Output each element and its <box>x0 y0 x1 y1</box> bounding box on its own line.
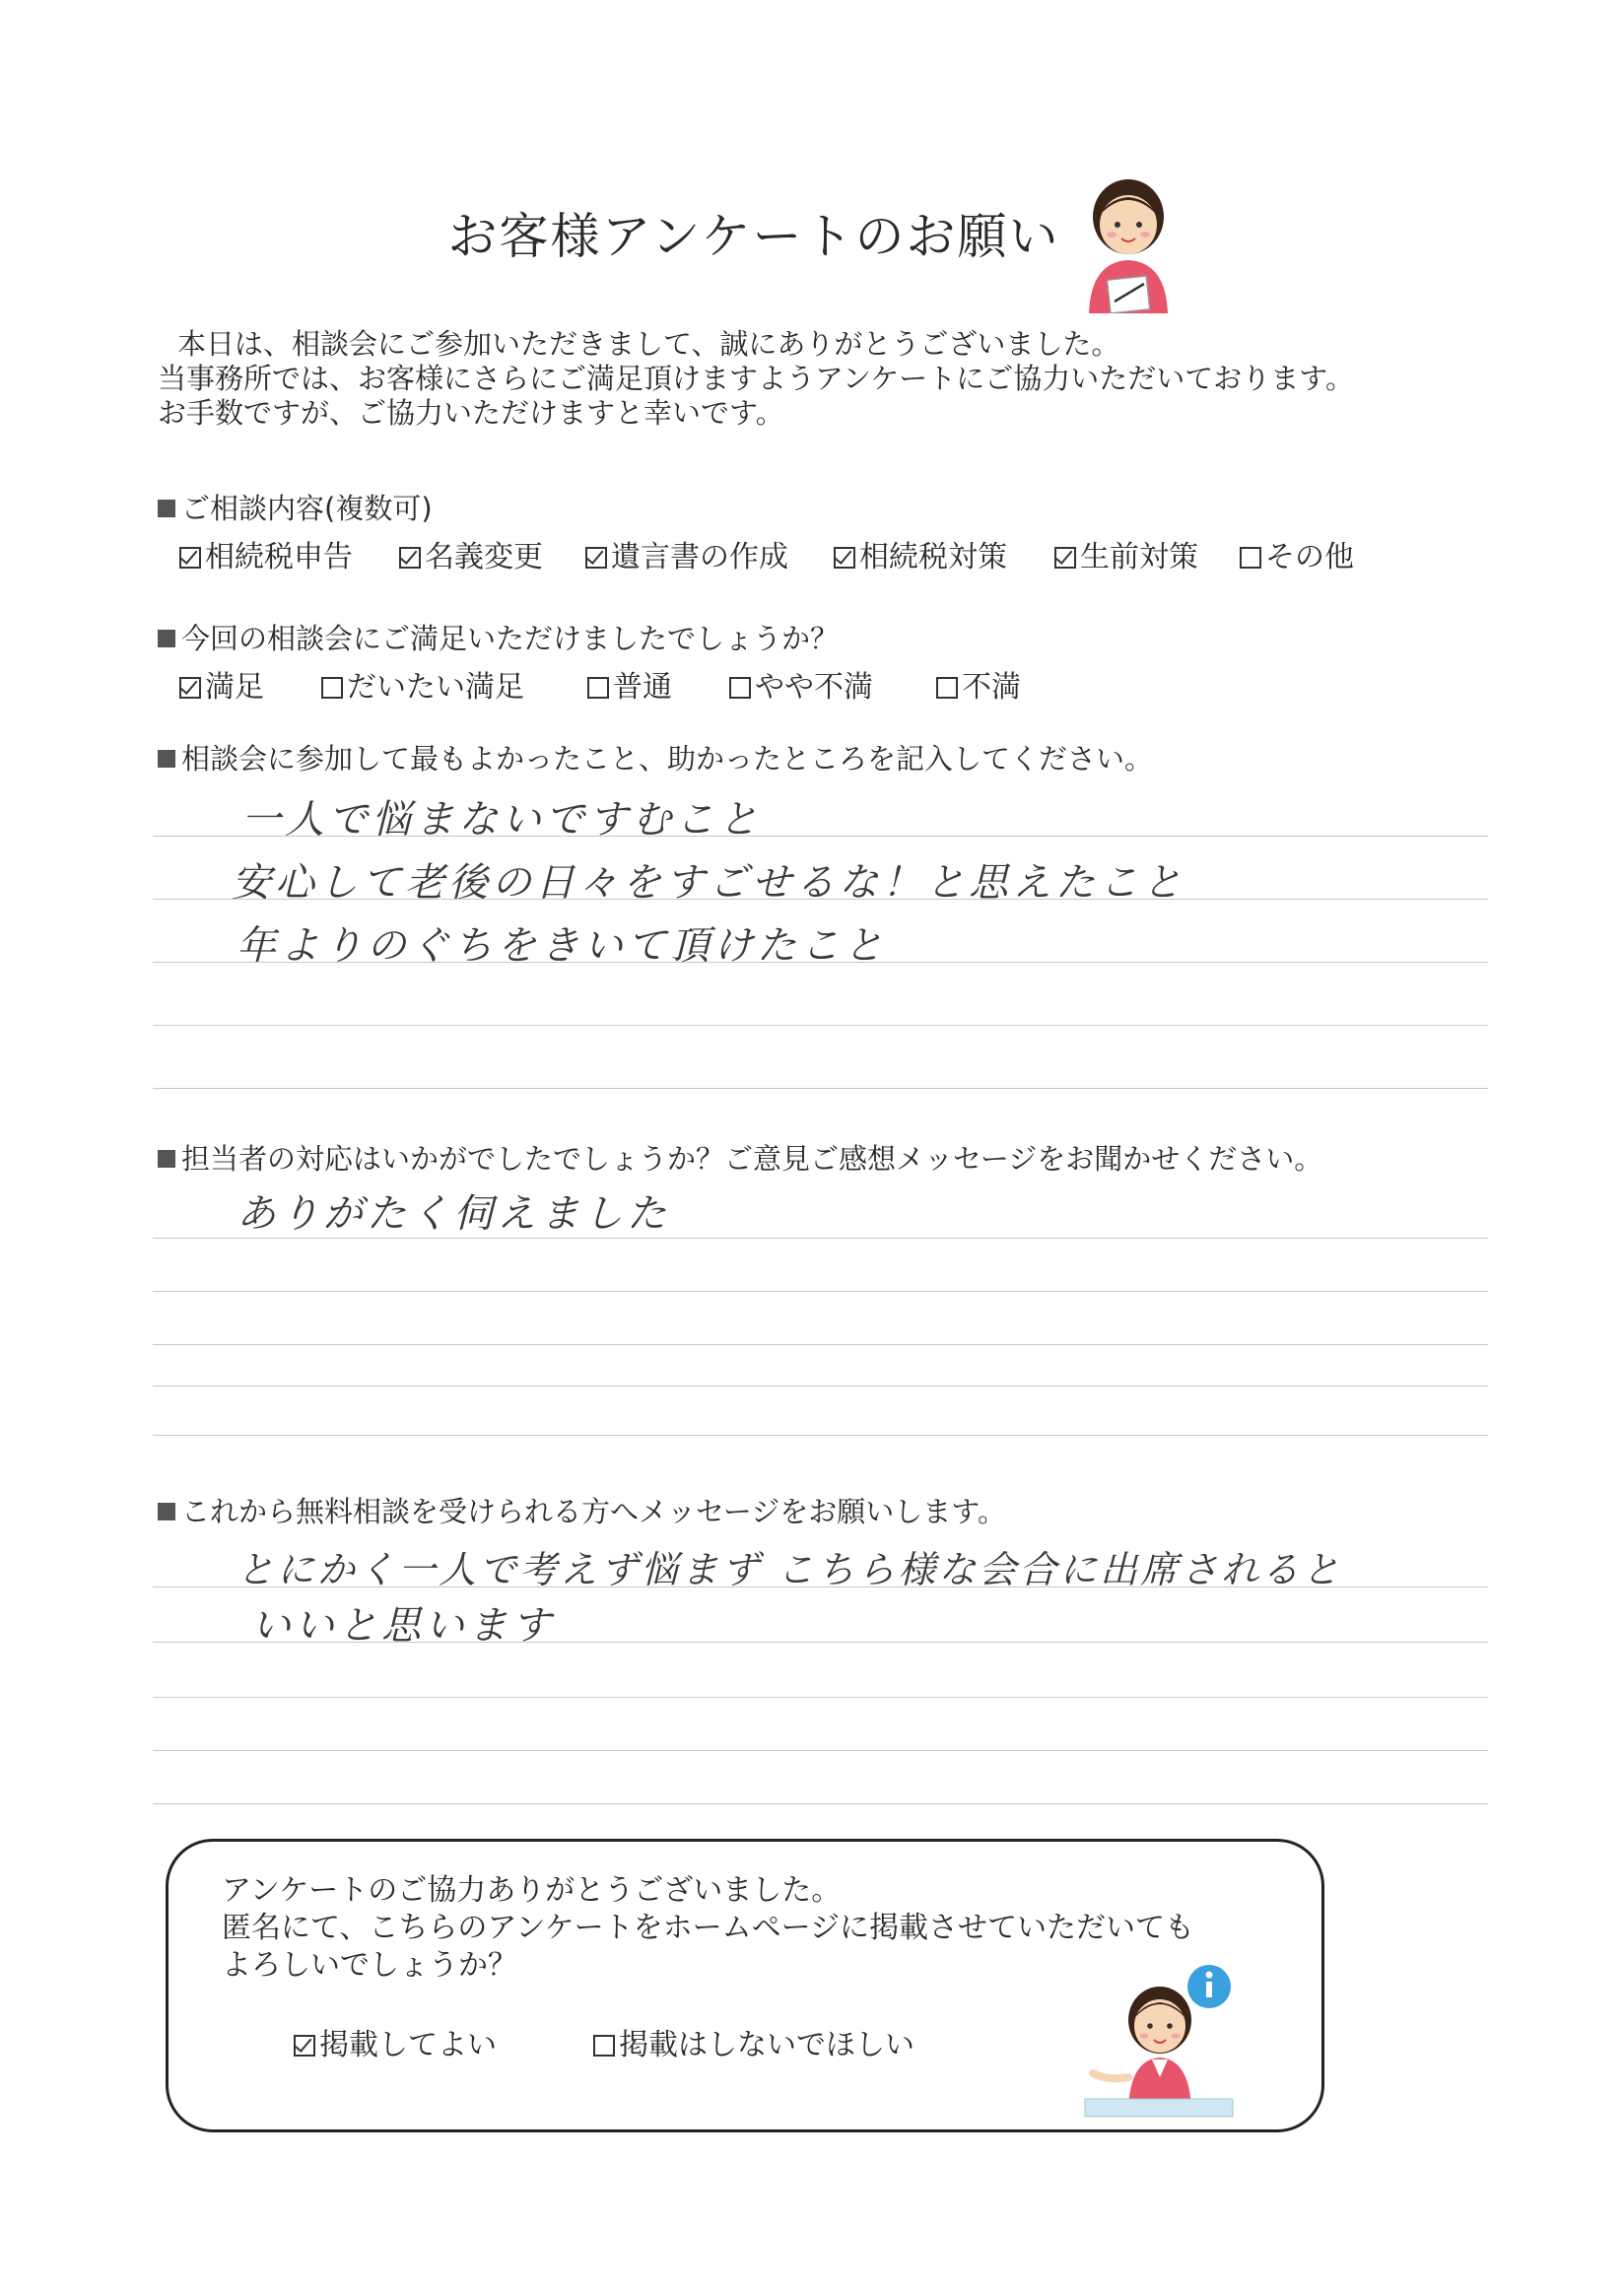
page-title: お客様アンケートのお願い <box>447 208 1060 265</box>
option-will-drafting[interactable]: 遺言書の作成 <box>585 532 788 575</box>
square-bullet-icon <box>158 500 175 517</box>
square-bullet-icon <box>158 750 175 768</box>
question-consultation-content <box>158 487 433 527</box>
handwritten-answer: いいと思います <box>251 1603 555 1649</box>
consent-text <box>222 1872 1194 1985</box>
option-neutral[interactable]: 普通 <box>587 662 672 706</box>
checkbox-icon[interactable] <box>936 677 958 699</box>
checkbox-checked-icon[interactable] <box>834 547 855 569</box>
checkbox-icon[interactable] <box>321 677 343 699</box>
answer-line <box>153 1803 1488 1804</box>
question-label: 相談会に参加して最もよかったこと、助かったところを記入してください。 <box>181 742 1154 776</box>
handwritten-answer: 安心して老後の日々をすごせるな！と思えたこと <box>232 860 1185 906</box>
option-deny-publication[interactable]: 掲載はしないでほしい <box>593 2020 914 2063</box>
square-bullet-icon <box>158 1503 175 1520</box>
answer-line <box>153 1697 1488 1698</box>
answer-line <box>153 1291 1488 1292</box>
checkbox-checked-icon[interactable] <box>1054 547 1076 569</box>
woman-clipboard-illustration <box>1079 175 1178 313</box>
answer-line <box>153 1435 1488 1436</box>
checkbox-checked-icon[interactable] <box>399 547 421 569</box>
checkbox-icon[interactable] <box>729 677 751 699</box>
checkbox-icon[interactable] <box>593 2035 615 2057</box>
option-other[interactable]: その他 <box>1240 532 1354 575</box>
consent-line: よろしいでしょうか？ <box>222 1948 517 1983</box>
option-allow-publication[interactable]: 掲載してよい <box>294 2020 497 2063</box>
question-message-to-others <box>158 1490 1006 1530</box>
answer-line <box>153 1344 1488 1345</box>
question-label: これから無料相談を受けられる方へメッセージをお願いします。 <box>181 1495 1006 1528</box>
option-mostly-satisfied[interactable]: だいたい満足 <box>321 662 524 706</box>
answer-line <box>153 1385 1488 1386</box>
question-label: 今回の相談会にご満足いただけましたでしょうか？ <box>181 622 840 655</box>
info-desk-woman-illustration <box>1079 1961 1247 2121</box>
intro-line: お手数ですが、ご協力いただけますと幸いです。 <box>158 396 784 430</box>
q1-options <box>0 532 1624 572</box>
checkbox-checked-icon[interactable] <box>585 547 607 569</box>
intro-line: 当事務所では、お客様にさらにご満足頂けますようアンケートにご協力いただいております。 <box>158 362 1354 395</box>
option-title-transfer[interactable]: 名義変更 <box>399 532 543 575</box>
answer-line <box>153 1025 1488 1026</box>
square-bullet-icon <box>158 630 175 647</box>
consent-line: 匿名にて、こちらのアンケートをホームページに掲載させていただいても <box>222 1911 1194 1945</box>
consent-line: アンケートのご協力ありがとうございました。 <box>222 1873 842 1908</box>
intro-line: 本日は、相談会にご参加いただきまして、誠にありがとうございました。 <box>177 327 1120 361</box>
option-satisfied[interactable]: 満足 <box>179 662 264 706</box>
option-estate-planning[interactable]: 生前対策 <box>1054 532 1198 575</box>
handwritten-answer: 一人で悩まないですむこと <box>241 797 762 843</box>
question-satisfaction <box>158 617 839 657</box>
q2-options <box>0 662 1624 705</box>
square-bullet-icon <box>158 1150 175 1168</box>
option-dissatisfied[interactable]: 不満 <box>936 662 1021 706</box>
question-staff-feedback <box>158 1137 1322 1178</box>
checkbox-checked-icon[interactable] <box>179 547 201 569</box>
question-label: 担当者の対応はいかがでしたでしょうか？ご意見ご感想メッセージをお聞かせください。 <box>181 1142 1323 1176</box>
handwritten-answer: ありがたく伺えました <box>237 1191 670 1237</box>
handwritten-answer: 年よりのぐちをきいて頂けたこと <box>237 923 887 969</box>
answer-line <box>153 1750 1488 1751</box>
question-label: ご相談内容(複数可) <box>181 492 433 525</box>
checkbox-icon[interactable] <box>587 677 609 699</box>
question-best-part <box>158 737 1153 777</box>
option-somewhat-dissatisfied[interactable]: やや不満 <box>729 662 873 706</box>
intro-text <box>158 327 1354 431</box>
option-inheritance-tax-filing[interactable]: 相続税申告 <box>179 532 353 575</box>
checkbox-checked-icon[interactable] <box>294 2035 315 2057</box>
checkbox-checked-icon[interactable] <box>179 677 201 699</box>
option-inheritance-tax-planning[interactable]: 相続税対策 <box>834 532 1007 575</box>
handwritten-answer: とにかく一人で考えず悩まず こちら様な会合に出席されると <box>237 1548 1343 1591</box>
checkbox-icon[interactable] <box>1240 547 1261 569</box>
answer-line <box>153 1088 1488 1089</box>
